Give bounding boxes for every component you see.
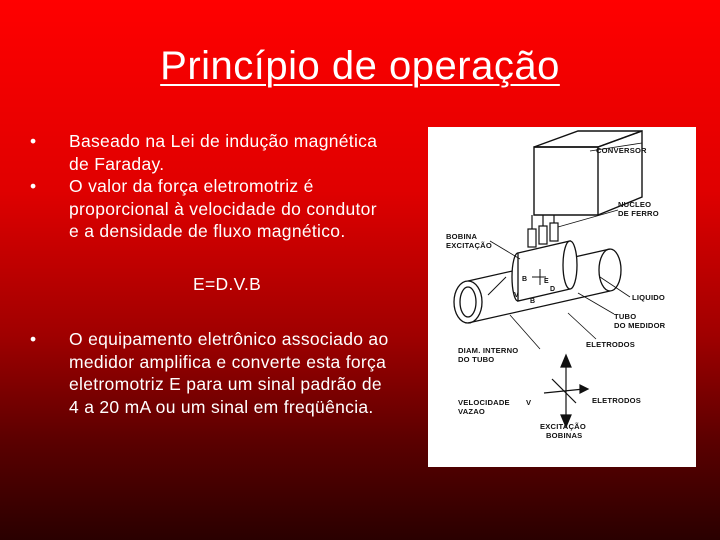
pipe-label-v: V: [514, 292, 519, 299]
pipe-label-e: E: [544, 278, 549, 285]
bullet-line: proporcional à velocidade do condutor: [69, 198, 377, 219]
iron-core-shape: [528, 215, 558, 247]
bullet-dot: •: [30, 329, 37, 349]
bullet-line: e a densidade de fluxo magnético.: [69, 221, 346, 241]
formula: E=D.V.B: [193, 273, 262, 294]
label-v-symbol: V: [526, 398, 532, 407]
vector-diagram: [544, 355, 588, 427]
bullet-line: O valor da força eletromotriz é: [69, 176, 314, 196]
flowmeter-diagram: [428, 127, 696, 467]
label-nucleo-2: DE FERRO: [618, 209, 659, 218]
bullet-item-faraday: [28, 130, 428, 175]
pipe-label-b1: B: [522, 276, 528, 283]
pipe-label-d: D: [550, 286, 556, 293]
label-velocidade-2: VAZAO: [458, 407, 486, 416]
bullet-item-fem: [28, 175, 428, 243]
label-nucleo-1: NUCLEO: [618, 200, 652, 209]
bullet-line: 4 a 20 mA ou um sinal em freqüência.: [69, 396, 374, 417]
label-velocidade-1: VELOCIDADE: [458, 398, 510, 407]
bullet-line: de Faraday.: [69, 153, 165, 174]
label-liquido: LIQUIDO: [632, 293, 666, 302]
label-diam-2: DO TUBO: [458, 355, 495, 364]
coil-shape: [512, 241, 577, 301]
bullet-line: medidor amplifica e converte esta força: [69, 351, 387, 372]
bullet-line: Baseado na Lei de indução magnética: [69, 131, 378, 151]
bullet-line: O equipamento eletrônico associado ao: [69, 329, 389, 349]
label-diam-1: DIAM. INTERNO: [458, 346, 519, 355]
pipe-label-b2: B: [530, 298, 536, 305]
label-eletrodos-bottom: ELETRODOS: [592, 396, 642, 405]
label-eletrodos-top: ELETRODOS: [586, 340, 636, 349]
label-excitacao-1: EXCITAÇÃO: [540, 422, 586, 431]
bullet-line: eletromotriz E para um sinal padrão de: [69, 374, 382, 394]
label-excitacao-2: BOBINAS: [546, 431, 583, 440]
bullet-item-equipamento: [28, 328, 428, 418]
label-bobina-1: BOBINA: [446, 232, 478, 241]
bullet-list: [28, 130, 428, 418]
label-conversor: CONVERSOR: [596, 146, 647, 155]
label-tubo-2: DO MEDIDOR: [614, 321, 666, 330]
bullet-dot: •: [30, 131, 37, 151]
label-bobina-2: EXCITAÇÃO: [446, 241, 492, 250]
slide-title: Princípio de operação: [160, 44, 560, 88]
label-tubo-1: TUBO: [614, 312, 637, 321]
bullet-dot: •: [30, 176, 37, 196]
flowmeter-diagram-svg: [428, 127, 696, 467]
